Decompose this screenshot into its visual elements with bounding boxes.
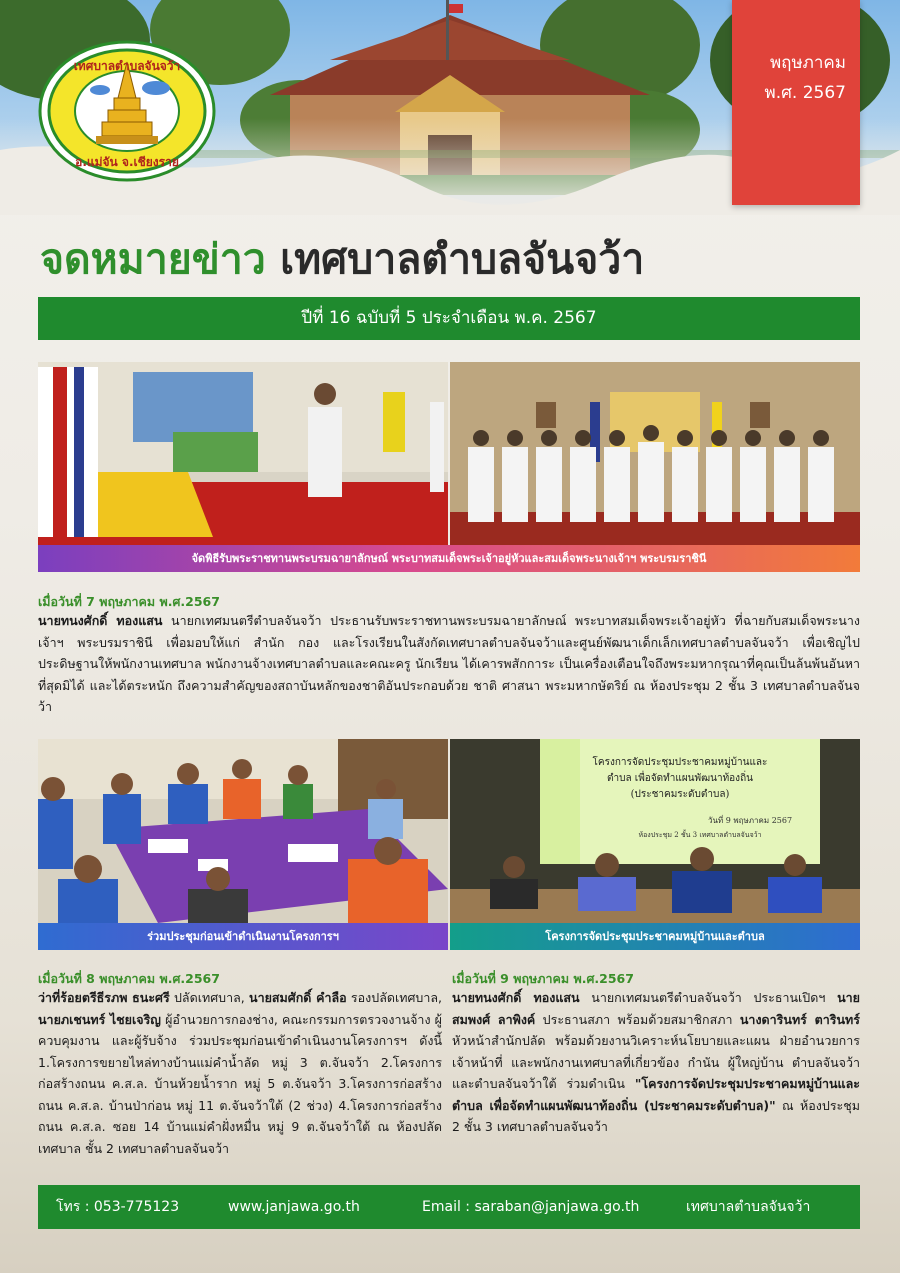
footer-org: เทศบาลตำบลจันจว้า — [686, 1199, 811, 1215]
ceremony-photo-left — [38, 362, 448, 545]
month-tag — [732, 0, 860, 205]
section3-date: เมื่อวันที่ 9 พฤษภาคม พ.ศ.2567 — [452, 971, 634, 986]
issue-banner: ปีที่ 16 ฉบับที่ 5 ประจำเดือน พ.ค. 2567 — [38, 297, 860, 340]
section3-body — [452, 987, 860, 1138]
section3-text2: ประธานสภา พร้อมด้วยสมาชิกสภา — [535, 1011, 740, 1027]
section3-name3: นางดารินทร์ ตารินทร์ — [739, 1011, 860, 1027]
caption-ceremony: จัดพิธีรับพระราชทานพระบรมฉายาลักษณ์ พระบาทสมเด็จพระเจ้าอยู่หัวและสมเด็จพระนางเจ้าฯ พระบรมราชินี — [38, 545, 860, 572]
section2-text1: ปลัดเทศบาล, — [169, 990, 250, 1005]
year-label: พ.ศ. 2567 — [764, 83, 846, 103]
municipality-logo — [38, 40, 216, 182]
logo-text-top: เทศบาลตำบลจันจว้า — [73, 59, 181, 73]
section2-name2: นายสมศักดิ์ คำลือ — [249, 990, 347, 1005]
footer-phone[interactable]: โทร : 053-775123 — [56, 1199, 180, 1215]
section2-body — [38, 987, 442, 1159]
section2-name3: นายภเชนทร์ ไชยเจริญ — [38, 1011, 161, 1027]
section1-name: นายทนงศักดิ์ ทองแสน — [38, 613, 163, 628]
month-label: พฤษภาคม — [769, 53, 846, 73]
title-green: จดหมายข่าว — [40, 235, 266, 283]
slide-line-1: โครงการจัดประชุมประชาคมหมู่บ้านและ — [592, 757, 768, 768]
footer-email[interactable]: Email : saraban@janjawa.go.th — [422, 1199, 640, 1215]
section2-name1: ว่าที่ร้อยตรีธีรภพ ธนะศรี — [38, 990, 170, 1005]
section1-body — [38, 610, 860, 718]
caption-forum: โครงการจัดประชุมประชาคมหมู่บ้านและตำบล — [450, 923, 860, 950]
section3-name1: นายทนงศักดิ์ ทองแสน — [452, 990, 580, 1005]
section2-date: เมื่อวันที่ 8 พฤษภาคม พ.ศ.2567 — [38, 971, 220, 986]
caption-meeting: ร่วมประชุมก่อนเข้าดำเนินงานโครงการฯ — [38, 923, 448, 950]
section3-text3: หัวหน้าสำนักปลัด พร้อมด้วยงานวิเคราะห์นโยบายและแผน ฝ่ายอำนวยการ เจ้าหน้าที่ และพนักงานเทศบาลที่เกี่ยวข้อง กำนัน ผู้ใหญ่บ้าน ตำบลจันจว้าและตำบลจันจว้าใต้ ร่วมดำเนิน — [452, 1033, 860, 1091]
section3-name2: นายสมพงศ์ ลาพิงค์ — [452, 990, 860, 1027]
logo-text-bottom: อ.แม่จัน จ.เชียงราย — [75, 155, 179, 169]
section2-text3: ผู้อำนวยการกองช่าง, คณะกรรมการตรวจงานจ้าง ผู้ควบคุมงาน และผู้รับจ้าง ร่วมประชุมก่อนเข้าดำเนินงานโครงการฯ ดังนี้ 1.โครงการขยายไหล่ทางบ้านแม่คำน้ำลัด หมู่ 3 ต.จันจว้า 2.โครงการก่อสร้างถนน ค.ส.ล. บ้านห้วยน้ำราก หมู่ 5 ต.จันจว้า 3.โครงการก่อสร้างถนน ค.ส.ล. บ้านป่าก่อน หมู่ 11 ต.จันจว้าใต้ (2 ช่วง) 4.โครงการก่อสร้างถนน ค.ส.ล. ซอย 14 บ้านแม่คำฝั่งหมื่น หมู่ 9 ต.จันจว้าใต้ ณ ห้องปลัดเทศบาล ชั้น 2 เทศบาลตำบลจันจว้า — [38, 1011, 443, 1156]
forum-photo — [450, 739, 860, 923]
title-dark: เทศบาลตำบลจันจว้า — [280, 235, 645, 283]
section3-text1: นายกเทศมนตรีตำบลจันจว้า ประธานเปิดฯ — [579, 990, 838, 1005]
slide-line-5: ห้องประชุม 2 ชั้น 3 เทศบาลตำบลจันจว้า — [638, 831, 762, 839]
section3-text5: ณ ห้องประชุม 2 ชั้น 3 เทศบาลตำบลจันจว้า — [452, 1097, 860, 1134]
section1-text: นายกเทศมนตรีตำบลจันจว้า ประธานรับพระราชทานพระบรมฉายาลักษณ์ พระบาทสมเด็จพระเจ้าอยู่หัว ที่ฉายกับสมเด็จพระนางเจ้าฯ พระบรมราชินี เพื่อมอบให้แก่ สำนัก กอง และโรงเรียนในสังกัดเทศบาลตำบลจันจว้าและศูนย์พัฒนาเด็กเล็กเทศบาลตำบลจันจว้า เพื่อเชิญไปประดิษฐานให้พนักงานเทศบาล พนักงานจ้างเทศบาลตำบลและคณะครู นักเรียน ได้เคารพสักการะ เป็นเครื่องเตือนใจถึงพระมหากรุณาที่คุณเป็นล้นพ้นอันหาที่สุดมิได้ และได้ตระหนัก ถึงความสำคัญของสถาบันหลักของชาติอันประกอบด้วย ชาติ ศาสนา พระมหากษัตริย์ ณ ห้องประชุม 2 ชั้น 3 เทศบาลตำบลจันจว้า — [38, 613, 860, 714]
newsletter-title — [40, 228, 860, 290]
slide-line-3: (ประชาคมระดับตำบล) — [630, 789, 730, 800]
section3-project: "โครงการจัดประชุมประชาคมหมู่บ้านและตำบล เพื่อจัดทำแผนพัฒนาท้องถิ่น (ประชาคมระดับตำบล)" — [452, 1076, 860, 1113]
footer-website[interactable]: www.janjawa.go.th — [228, 1199, 360, 1215]
ceremony-photo-right — [450, 362, 860, 545]
slide-line-2: ตำบล เพื่อจัดทำแผนพัฒนาท้องถิ่น — [607, 773, 753, 784]
section2-text2: รองปลัดเทศบาล, — [346, 990, 443, 1005]
section1-date: เมื่อวันที่ 7 พฤษภาคม พ.ศ.2567 — [38, 594, 220, 609]
slide-line-4: วันที่ 9 พฤษภาคม 2567 — [707, 816, 793, 825]
footer-bar — [38, 1185, 860, 1229]
meeting-photo — [38, 739, 448, 923]
